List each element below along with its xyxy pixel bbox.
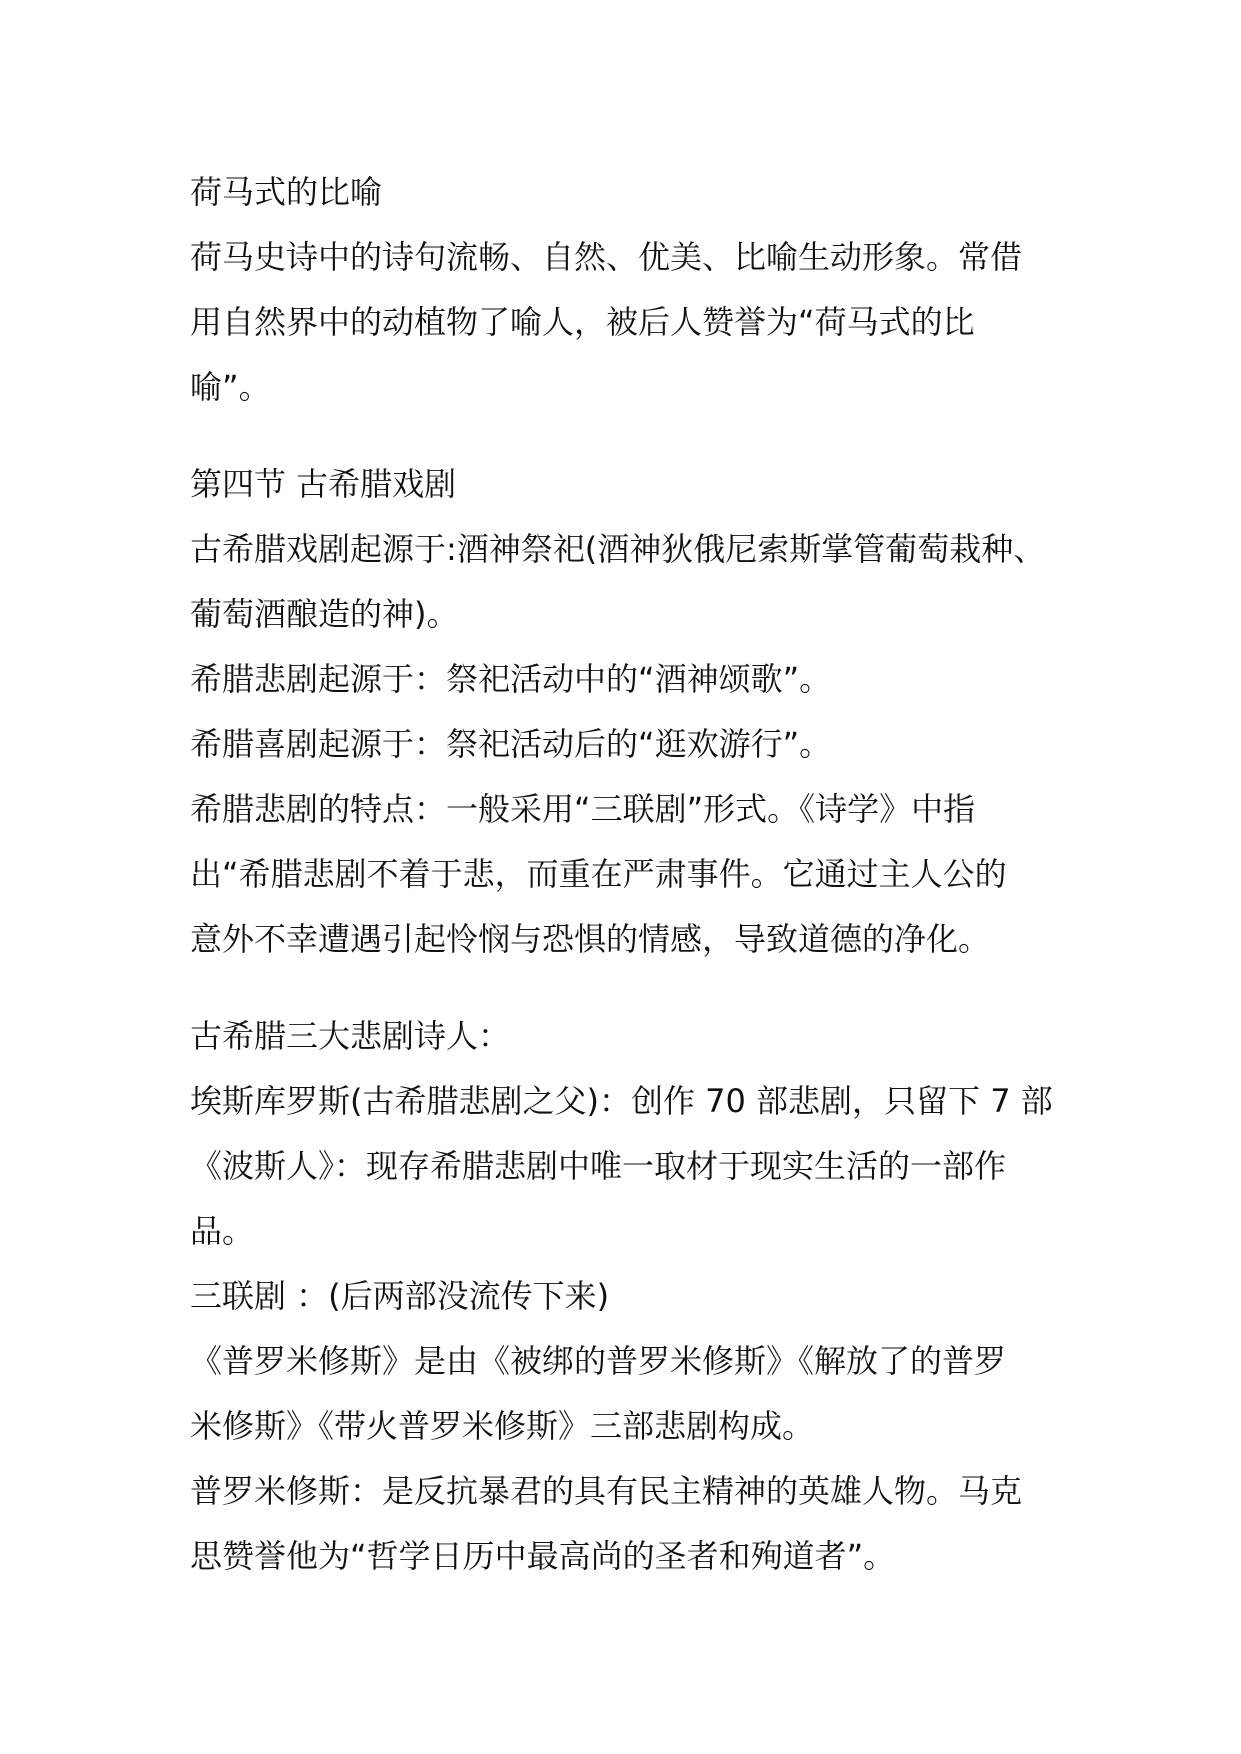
paragraph-line: 古希腊戏剧起源于:酒神祭祀(酒神狄俄尼索斯掌管葡萄栽种、: [190, 530, 1046, 568]
paragraph-line: 普罗米修斯：是反抗暴君的具有民主精神的英雄人物。马克: [190, 1472, 1023, 1510]
paragraph-line: 米修斯》《带火普罗米修斯》三部悲剧构成。: [190, 1407, 815, 1445]
paragraph-line: 用自然界中的动植物了喻人，被后人赞誉为“荷马式的比: [190, 303, 975, 341]
section-gap: [190, 420, 1070, 452]
paragraph-line: 《波斯人》：现存希腊悲剧中唯一取材于现实生活的一部作: [190, 1147, 1007, 1185]
section-three-tragedians: [190, 1004, 1070, 1589]
paragraph-line: 思赞誉他为“哲学日历中最高尚的圣者和殉道者”。: [190, 1537, 896, 1575]
section-greek-drama: [190, 452, 1070, 972]
paragraph-line: 品。: [190, 1212, 255, 1250]
heading-homeric-simile: 荷马式的比喻: [190, 173, 383, 211]
heading-three-tragedians: 古希腊三大悲剧诗人：: [190, 1017, 511, 1055]
section-gap: [190, 972, 1070, 1004]
paragraph-line: 希腊悲剧的特点：一般采用“三联剧”形式。《诗学》中指: [190, 790, 976, 828]
paragraph-line: 意外不幸遭遇引起怜悯与恐惧的情感，导致道德的净化。: [190, 920, 991, 958]
paragraph-line: 出“希腊悲剧不着于悲，而重在严肃事件。它通过主人公的: [190, 855, 1007, 893]
heading-greek-drama: 第四节 古希腊戏剧: [190, 465, 457, 503]
comedy-origin-line: 希腊喜剧起源于：祭祀活动后的“逛欢游行”。: [190, 725, 832, 763]
paragraph-line: 喻”。: [190, 368, 271, 406]
section-homeric-simile: [190, 160, 1070, 420]
paragraph-line: 《普罗米修斯》是由《被绑的普罗米修斯》《解放了的普罗: [190, 1342, 1007, 1380]
paragraph-line: 荷马史诗中的诗句流畅、自然、优美、比喻生动形象。常借: [190, 238, 1023, 276]
trilogy-line: 三联剧 ：(后两部没流传下来): [190, 1277, 610, 1315]
paragraph-line: 葡萄酒酿造的神)。: [190, 595, 459, 633]
aeschylus-line: 埃斯库罗斯(古希腊悲剧之父)：创作 70 部悲剧，只留下 7 部: [190, 1082, 1053, 1120]
tragedy-origin-line: 希腊悲剧起源于：祭祀活动中的“酒神颂歌”。: [190, 660, 832, 698]
document-page: [190, 160, 1070, 1589]
